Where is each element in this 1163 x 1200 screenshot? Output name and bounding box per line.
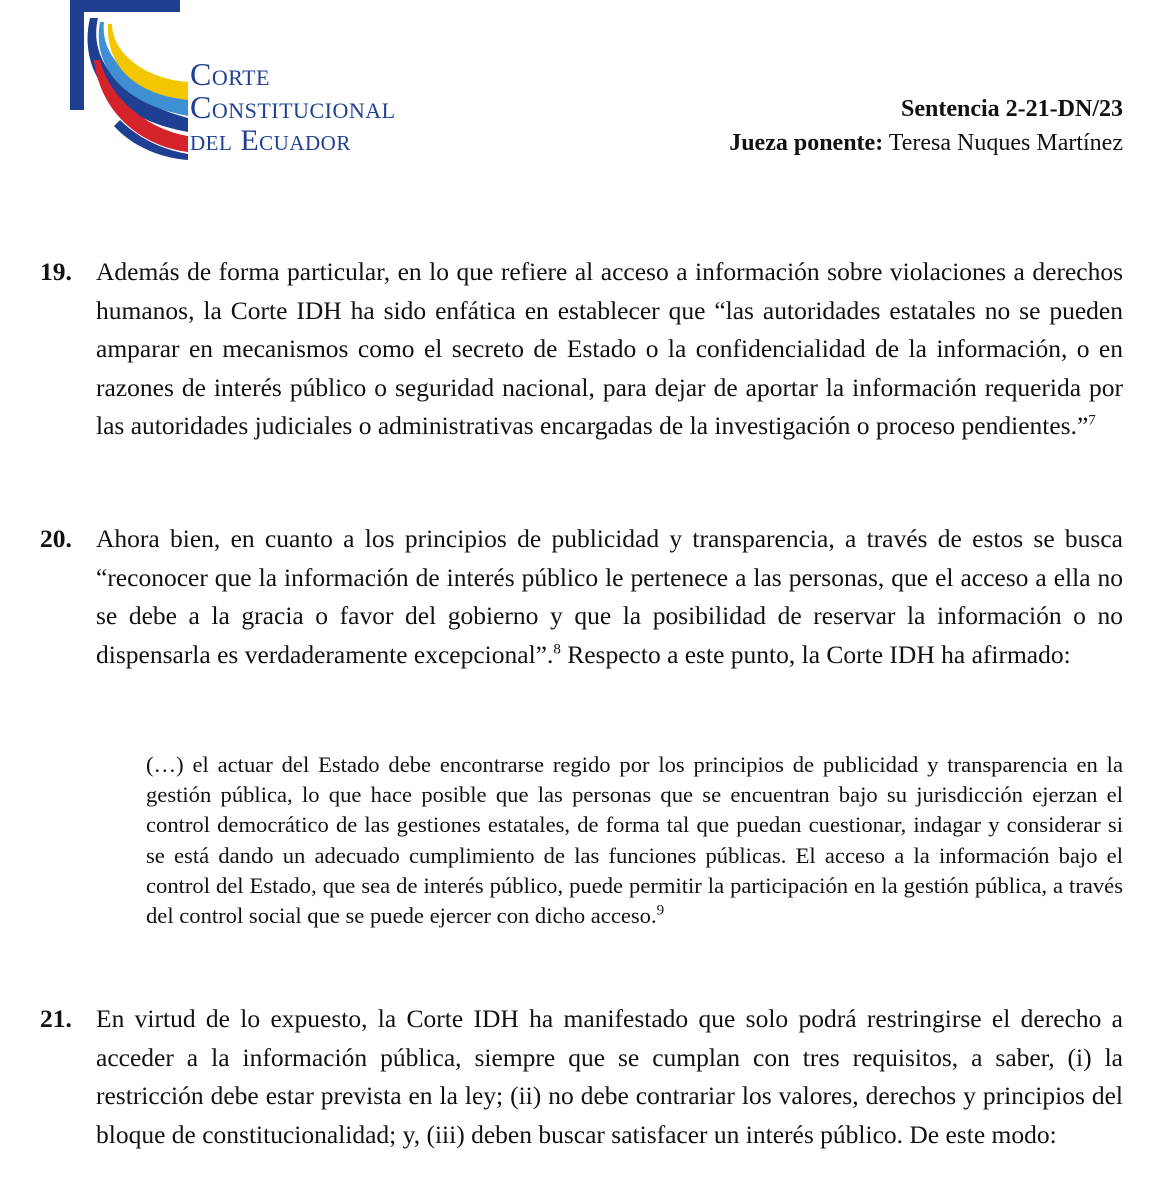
paragraph-text: Además de forma particular, en lo que refiere al acceso a información sobre violaciones a derechos humanos, la Corte IDH ha sido enfática en establecer que “las autoridades estatales no se pueden amparar en mecanismos como el secreto de Estado o la confidencialidad de la información, o en razones de interés público o seguridad nacional, para dejar de aportar la información requerida por las autoridades judiciales o administrativas encargadas de la investigación o proceso pendientes.”	[96, 257, 1123, 441]
court-name-line1: Corte	[190, 56, 270, 92]
case-number: Sentencia 2-21-DN/23	[901, 96, 1123, 122]
court-name-line3: del Ecuador	[190, 124, 351, 157]
paragraph-21	[40, 1000, 1123, 1154]
paragraph-number: 21.	[40, 1004, 72, 1033]
paragraph-number: 20.	[40, 524, 72, 553]
block-quote	[146, 750, 1123, 931]
footnote-ref[interactable]: 9	[656, 902, 665, 919]
judge-line	[729, 130, 1123, 156]
judge-name: Teresa Nuques Martínez	[888, 130, 1123, 156]
court-name-line2: Constitucional	[190, 89, 396, 125]
document-header	[729, 92, 1123, 160]
judge-label: Jueza ponente:	[729, 130, 884, 156]
paragraph-body	[96, 520, 1123, 674]
footnote-ref[interactable]: 7	[1088, 412, 1096, 429]
paragraph-text: En virtud de lo expuesto, la Corte IDH ha manifestado que solo podrá restringirse el derecho a acceder a la información pública, siempre que se cumplan con tres requisitos, a saber, (i) la restricción debe estar prevista en la ley; (ii) no debe contrariar los valores, derechos y principios del bloque de constitucionalidad; y, (iii) deben buscar satisfacer un interés público. De este modo:	[96, 1004, 1123, 1149]
paragraph-number: 19.	[40, 257, 72, 286]
paragraph-text: Ahora bien, en cuanto a los principios de publicidad y transparencia, a través de estos se busca “reconocer que la información de interés público le pertenece a las personas, que el acceso a ella no se debe a la gracia o favor del gobierno y que la posibilidad de reservar la información o no dispensarla es verdaderamente excepcional”.	[96, 524, 1123, 669]
paragraph-text-continued: Respecto a este punto, la Corte IDH ha afirmado:	[560, 639, 1071, 669]
footnote-ref[interactable]: 8	[553, 641, 561, 658]
paragraph-body	[96, 1000, 1123, 1154]
paragraph-19	[40, 253, 1123, 446]
court-logo	[70, 0, 470, 160]
paragraph-20	[40, 520, 1123, 674]
quote-text: (…) el actuar del Estado debe encontrarse regido por los principios de publicidad y transparencia en la gestión pública, lo que hace posible que las personas que se encuentran bajo su jurisdicción ejerzan el control democrático de las gestiones estatales, de forma tal que puedan cuestionar, indagar y considerar si se está dando un adecuado cumplimiento de las funciones públicas. El acceso a la información bajo el control del Estado, que sea de interés público, puede permitir la participación en la gestión pública, a través del control social que se puede ejercer con dicho acceso.	[146, 752, 1123, 929]
court-name	[190, 58, 396, 157]
paragraph-body	[96, 253, 1123, 446]
court-emblem-icon	[70, 0, 190, 160]
